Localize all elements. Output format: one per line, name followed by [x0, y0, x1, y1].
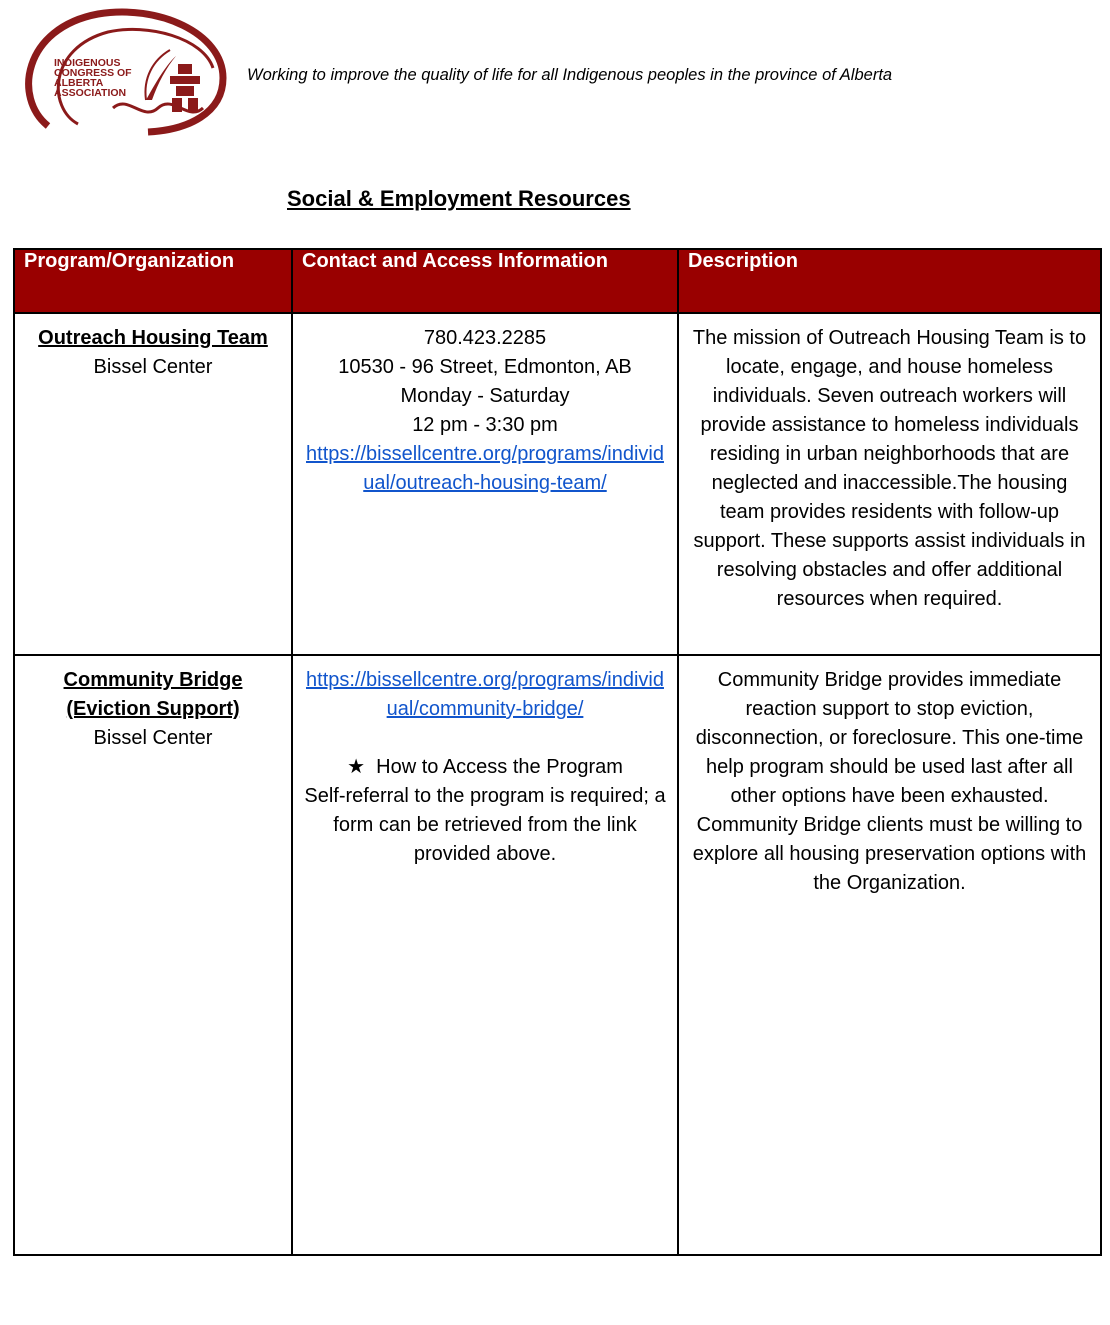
- logo-line-1: INDIGENOUS: [54, 57, 121, 69]
- program-cell: [14, 313, 292, 655]
- contact-cell: [292, 655, 678, 1255]
- program-description: The mission of Outreach Housing Team is to locate, engage, and house homeless individuals. Seven outreach workers will provide assistance to homeless individuals residing in urban neighborhoods that are neglected and inaccessible.The housing team provides residents with follow-up support. These supports assist individuals in resolving obstacles and offer additional resources when required.: [692, 327, 1087, 610]
- access-text: Self-referral to the program is required; a form can be retrieved from the link provided above.: [304, 785, 666, 865]
- resources-table: [13, 248, 1102, 1256]
- access-title: How to Access the Program: [376, 756, 623, 778]
- ica-logo: [18, 8, 228, 136]
- description-cell: [678, 313, 1101, 655]
- address: 10530 - 96 Street, Edmonton, AB: [338, 356, 632, 378]
- phone-number: 780.423.2285: [423, 327, 547, 349]
- contact-cell: [292, 313, 678, 655]
- program-name: Community Bridge: [63, 669, 243, 691]
- organization-name: Bissel Center: [93, 727, 213, 749]
- hours: 12 pm - 3:30 pm: [412, 414, 558, 436]
- tagline: Working to improve the quality of life for all Indigenous peoples in the province of Alberta: [247, 66, 893, 84]
- page-title: Social & Employment Resources: [287, 186, 631, 211]
- days-open: Monday - Saturday: [400, 385, 570, 407]
- logo-line-4: ASSOCIATION: [54, 87, 127, 99]
- access-heading: [302, 753, 668, 782]
- table-row: [14, 655, 1101, 1255]
- program-description: Community Bridge provides immediate reaction support to stop eviction, disconnection, or foreclosure. This one-time help program should be used last after all other options have been exhausted. Community Bridge clients must be willing to explore all housing preservation options with the Organization.: [692, 669, 1087, 894]
- column-header-program: Program/Organization: [14, 249, 292, 313]
- column-header-contact: Contact and Access Information: [292, 249, 678, 313]
- organization-name: Bissel Center: [93, 356, 213, 378]
- description-cell: [678, 655, 1101, 1255]
- logo-line-3: ALBERTA: [54, 77, 104, 89]
- program-link[interactable]: https://bissellcentre.org/programs/individual/community-bridge/: [306, 669, 664, 720]
- program-name-subtitle: (Eviction Support): [66, 698, 240, 720]
- column-header-description: Description: [678, 249, 1101, 313]
- star-icon: ★: [347, 756, 366, 778]
- logo-line-2: CONGRESS OF: [54, 67, 132, 79]
- table-row: [14, 313, 1101, 655]
- program-cell: [14, 655, 292, 1255]
- program-name: Outreach Housing Team: [38, 327, 268, 349]
- table-header-row: [14, 249, 1101, 313]
- program-link[interactable]: https://bissellcentre.org/programs/individual/outreach-housing-team/: [306, 443, 664, 494]
